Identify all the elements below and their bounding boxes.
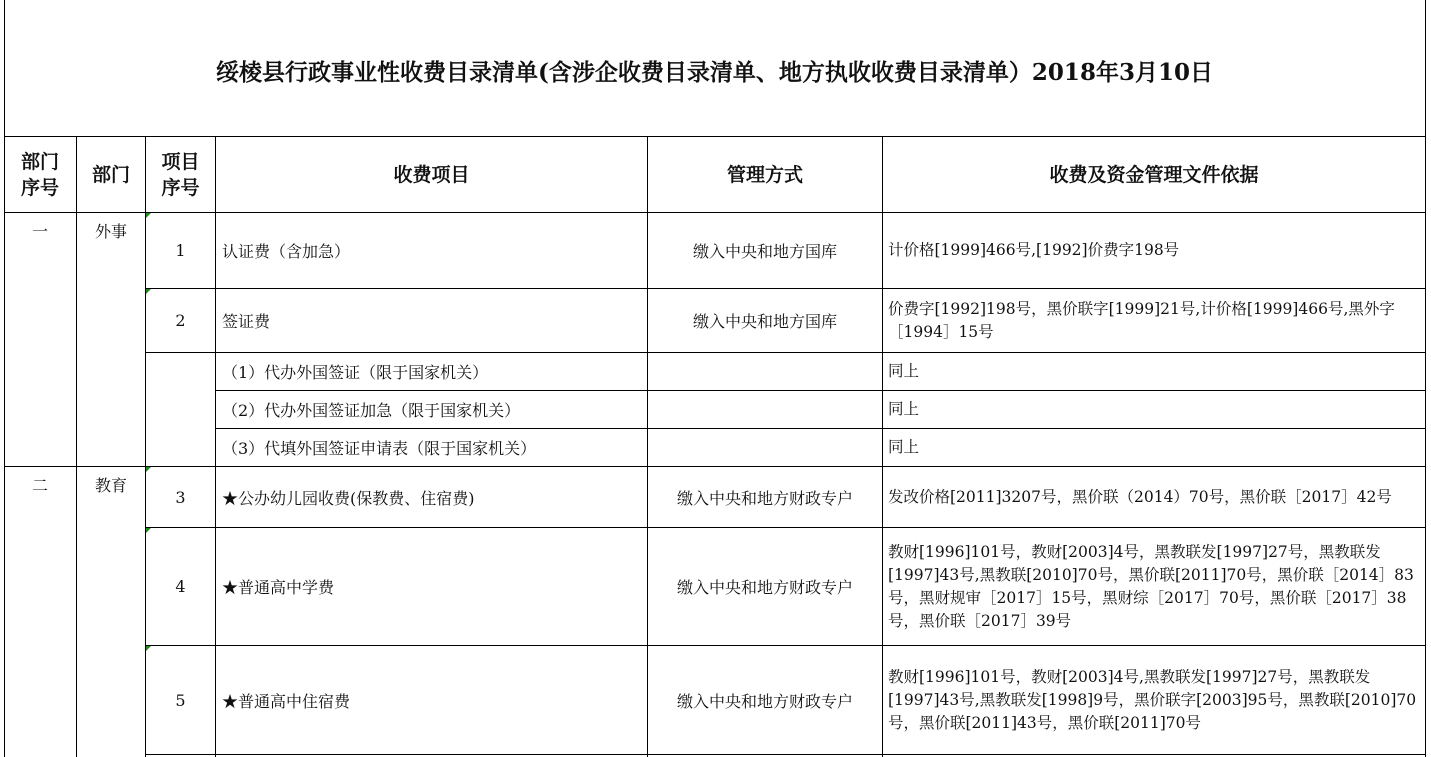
sub-item-cell: （3）代填外国签证申请表（限于国家机关） (222, 439, 537, 458)
management-cell: 缴入中央和地方财政专户 (676, 691, 853, 711)
basis-cell: 教财[1996]101号，教财[2003]4号,黑教联发[1997]27号，黑教联发[1997]43号,黑教联发[1998]9号，黑价联字[2003]95号，黑教联[2010]70号，黑价联[2011]43号，黑价联[2011]70号 (888, 667, 1417, 732)
grid-line (1425, 0, 1426, 757)
basis-cell: 发改价格[2011]3207号，黑价联（2014）70号，黑价联［2017］42号 (888, 487, 1392, 506)
item-no-cell: 1 (175, 241, 186, 260)
item-cell: ★普通高中住宿费 (222, 691, 351, 711)
header-basis: 收费及资金管理文件依据 (1049, 163, 1259, 186)
management-cell: 缴入中央和地方国库 (692, 242, 837, 261)
sub-item-cell: （1）代办外国签证（限于国家机关） (222, 363, 489, 382)
header-dept: 部门 (91, 163, 130, 186)
item-cell: ★普通高中学费 (222, 578, 335, 597)
item-cell: ★公办幼儿园收费(保教费、住宿费) (222, 488, 475, 508)
item-no-cell: 5 (175, 690, 186, 710)
grid-line (145, 754, 1426, 755)
dept-no-cell: 二 (31, 476, 48, 495)
sub-item-cell: （2）代办外国签证加急（限于国家机关） (222, 401, 521, 420)
basis-cell: 价费字[1992]198号，黑价联字[1999]21号,计价格[1999]466号,黑外字［1994］15号 (888, 299, 1395, 341)
dept-name-cell: 教育 (94, 476, 127, 495)
dept-name-cell: 外事 (94, 222, 127, 241)
header-item-no: 项目序号 (161, 150, 200, 199)
header-dept-no: 部门序号 (20, 150, 59, 199)
basis-cell: 计价格[1999]466号,[1992]价费字198号 (888, 241, 1180, 259)
item-no-cell: 2 (175, 311, 186, 330)
basis-cell: 同上 (888, 362, 920, 380)
sheet-title: 绥棱县行政事业性收费目录清单(含涉企收费目录清单、地方执收收费目录清单）2018年3月10日 (216, 58, 1213, 86)
item-cell: 签证费 (222, 312, 271, 331)
dept-no-cell: 一 (31, 222, 48, 241)
header-management: 管理方式 (726, 163, 803, 186)
management-cell: 缴入中央和地方国库 (692, 312, 837, 331)
item-cell: 认证费（含加急） (222, 242, 351, 261)
item-no-cell: 3 (175, 487, 186, 507)
basis-cell: 同上 (888, 400, 920, 418)
basis-cell: 教财[1996]101号，教财[2003]4号，黑教联发[1997]27号，黑教联发[1997]43号,黑教联[2010]70号，黑价联[2011]70号，黑价联［2014］83号，黑财规审［2017］15号，黑财综［2017］70号，黑价联［2017］38号，黑价联［2017］39号 (888, 542, 1414, 630)
header-item: 收费项目 (393, 163, 470, 186)
management-cell: 缴入中央和地方财政专户 (676, 578, 853, 597)
item-no-cell: 4 (175, 577, 186, 596)
management-cell: 缴入中央和地方财政专户 (676, 488, 853, 508)
basis-cell: 同上 (888, 438, 920, 456)
